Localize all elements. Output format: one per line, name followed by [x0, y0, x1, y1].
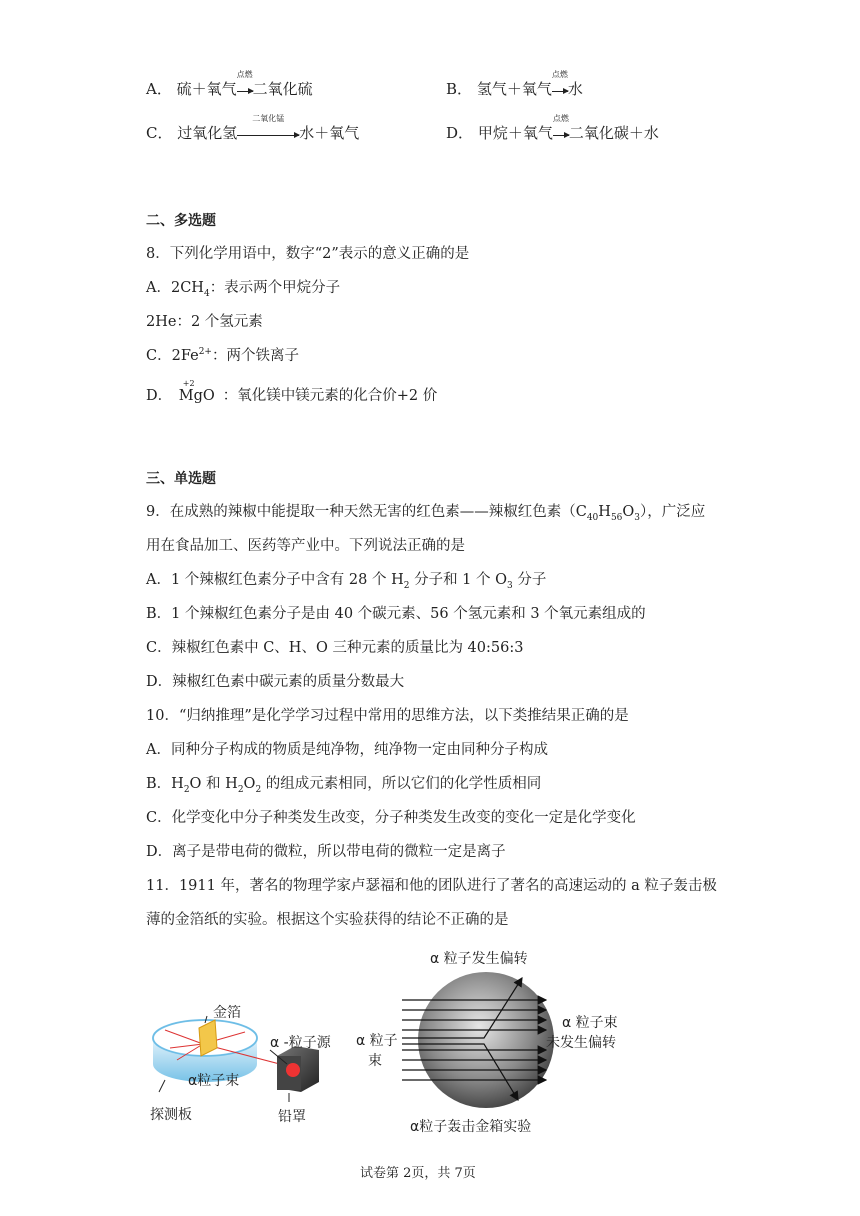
- q8-option-b: 2He：2 个氢元素: [146, 314, 263, 330]
- text: ），广泛应: [640, 504, 706, 520]
- label-gold-foil: 金箔: [213, 1005, 241, 1021]
- q7-option-c: [146, 114, 360, 143]
- q8-option-a: [146, 276, 340, 299]
- text: O 和 H: [189, 776, 238, 792]
- subscript: 3: [634, 512, 641, 523]
- option-label: D．: [446, 124, 474, 142]
- q9-option-b: B．1 个辣椒红色素分子是由 40 个碳元素、56 个氢元素和 3 个氧元素组成的: [146, 606, 646, 622]
- products: 二氧化碳＋水: [568, 124, 659, 142]
- option-label: A．: [146, 80, 172, 98]
- reaction-condition: 点燃: [552, 114, 569, 123]
- subscript: 4: [203, 288, 210, 299]
- q10-option-b: [146, 772, 541, 795]
- q7-option-a: [146, 70, 313, 99]
- reactants: 过氧化氢: [177, 124, 238, 142]
- subscript: 3: [507, 580, 513, 591]
- text: O: [243, 776, 256, 792]
- text: H: [598, 504, 611, 520]
- option-label: C．: [146, 124, 173, 142]
- reaction-condition: 点燃: [236, 70, 253, 79]
- q9-stem-line1: [146, 500, 705, 523]
- q10-option-d: D．离子是带电荷的微粒，所以带电荷的微粒一定是离子: [146, 844, 506, 860]
- text: B．H: [146, 776, 184, 792]
- figure-caption: α粒子轰击金箱实验: [410, 1119, 532, 1135]
- q9-option-d: D．辣椒红色素中碳元素的质量分数最大: [146, 674, 405, 690]
- option-label: A．: [146, 280, 171, 296]
- page-footer: 试卷第 2页，共 7页: [360, 1166, 476, 1181]
- reaction-arrow: [552, 114, 569, 143]
- products: 二氧化硫: [252, 80, 313, 98]
- q8-option-c: [146, 344, 299, 365]
- subscript: 40: [586, 512, 599, 523]
- section-title-single: 三、单选题: [146, 471, 216, 487]
- q7-option-d: [446, 114, 659, 143]
- label-lead-box: 铅罩: [278, 1109, 306, 1125]
- formula: MgO: [178, 388, 215, 404]
- q10-option-a: A．同种分子构成的物质是纯净物，纯净物一定由同种分子构成: [146, 742, 548, 758]
- text: O: [622, 504, 635, 520]
- q11-stem-line2: 薄的金箔纸的实验。根据这个实验获得的结论不正确的是: [146, 912, 509, 928]
- label-not-deflected-1: α 粒子束: [562, 1015, 618, 1031]
- option-text: ：表示两个甲烷分子: [209, 280, 341, 296]
- formula: 2Fe: [171, 348, 199, 364]
- q9-stem-line2: 用在食品加工、医药等产业中。下列说法正确的是: [146, 538, 465, 554]
- text: 的组成元素相同，所以它们的化学性质相同: [261, 776, 542, 792]
- formula: 2CH: [170, 280, 204, 296]
- subscript: 2: [403, 580, 410, 591]
- subscript: 2: [183, 784, 190, 795]
- label-beam-1: α 粒子: [356, 1033, 398, 1049]
- label-not-deflected-2: 未发生偏转: [546, 1035, 616, 1051]
- superscript: 2+: [198, 347, 212, 358]
- valence: +2: [182, 379, 195, 388]
- label-detector: 探测板: [150, 1107, 192, 1123]
- text: 分子: [512, 572, 547, 588]
- option-text: ：两个铁离子: [211, 348, 299, 364]
- text: A．1 个辣椒红色素分子中含有 28 个 H: [146, 572, 404, 588]
- q10-option-c: C．化学变化中分子种类发生改变，分子种类发生改变的变化一定是化学变化: [146, 810, 636, 826]
- subscript: 56: [610, 512, 623, 523]
- label-deflected: α 粒子发生偏转: [430, 951, 528, 967]
- option-label: B．: [446, 80, 473, 98]
- label-beam-2: 束: [368, 1053, 382, 1069]
- option-label: D．: [146, 388, 173, 404]
- reaction-condition: 二氧化锰: [252, 114, 285, 123]
- q9-option-a: [146, 568, 546, 591]
- q8-stem: 8．下列化学用语中，数字“2”表示的意义正确的是: [146, 246, 470, 262]
- subscript: 2: [255, 784, 262, 795]
- q11-stem-line1: 11．1911 年，著名的物理学家卢瑟福和他的团队进行了著名的高速运动的 a 粒子轰击极: [146, 878, 717, 894]
- products: 水: [567, 80, 583, 98]
- text: 9．在成熟的辣椒中能提取一种天然无害的红色素——辣椒红色素（C: [146, 504, 587, 520]
- q9-option-c: C．辣椒红色素中 C、H、O 三种元素的质量比为 40:56:3: [146, 640, 524, 656]
- label-alpha-source: α -粒子源: [270, 1035, 331, 1051]
- reaction-arrow: [551, 70, 568, 99]
- reaction-condition: 点燃: [551, 70, 568, 79]
- reactants: 甲烷＋氧气: [477, 124, 553, 142]
- reaction-arrow: [236, 70, 253, 99]
- q10-stem: 10．“归纳推理”是化学学习过程中常用的思维方法，以下类推结果正确的是: [146, 708, 629, 724]
- option-label: C．: [146, 348, 172, 364]
- subscript: 2: [237, 784, 244, 795]
- label-alpha-beam: α粒子束: [188, 1073, 240, 1089]
- reactants: 硫＋氧气: [176, 80, 237, 98]
- reactants: 氢气＋氧气: [476, 80, 552, 98]
- reaction-arrow: [237, 114, 299, 143]
- products: 水＋氧气: [299, 124, 360, 142]
- text: 分子和 1 个 O: [409, 572, 508, 588]
- valence-formula: [178, 379, 215, 404]
- option-text: ：氧化镁中镁元素的化合价+2 价: [222, 388, 438, 404]
- q8-option-d: [146, 379, 438, 405]
- section-title-multi: 二、多选题: [146, 213, 216, 229]
- q7-option-b: [446, 70, 583, 99]
- scattering-diagram: [400, 960, 560, 1120]
